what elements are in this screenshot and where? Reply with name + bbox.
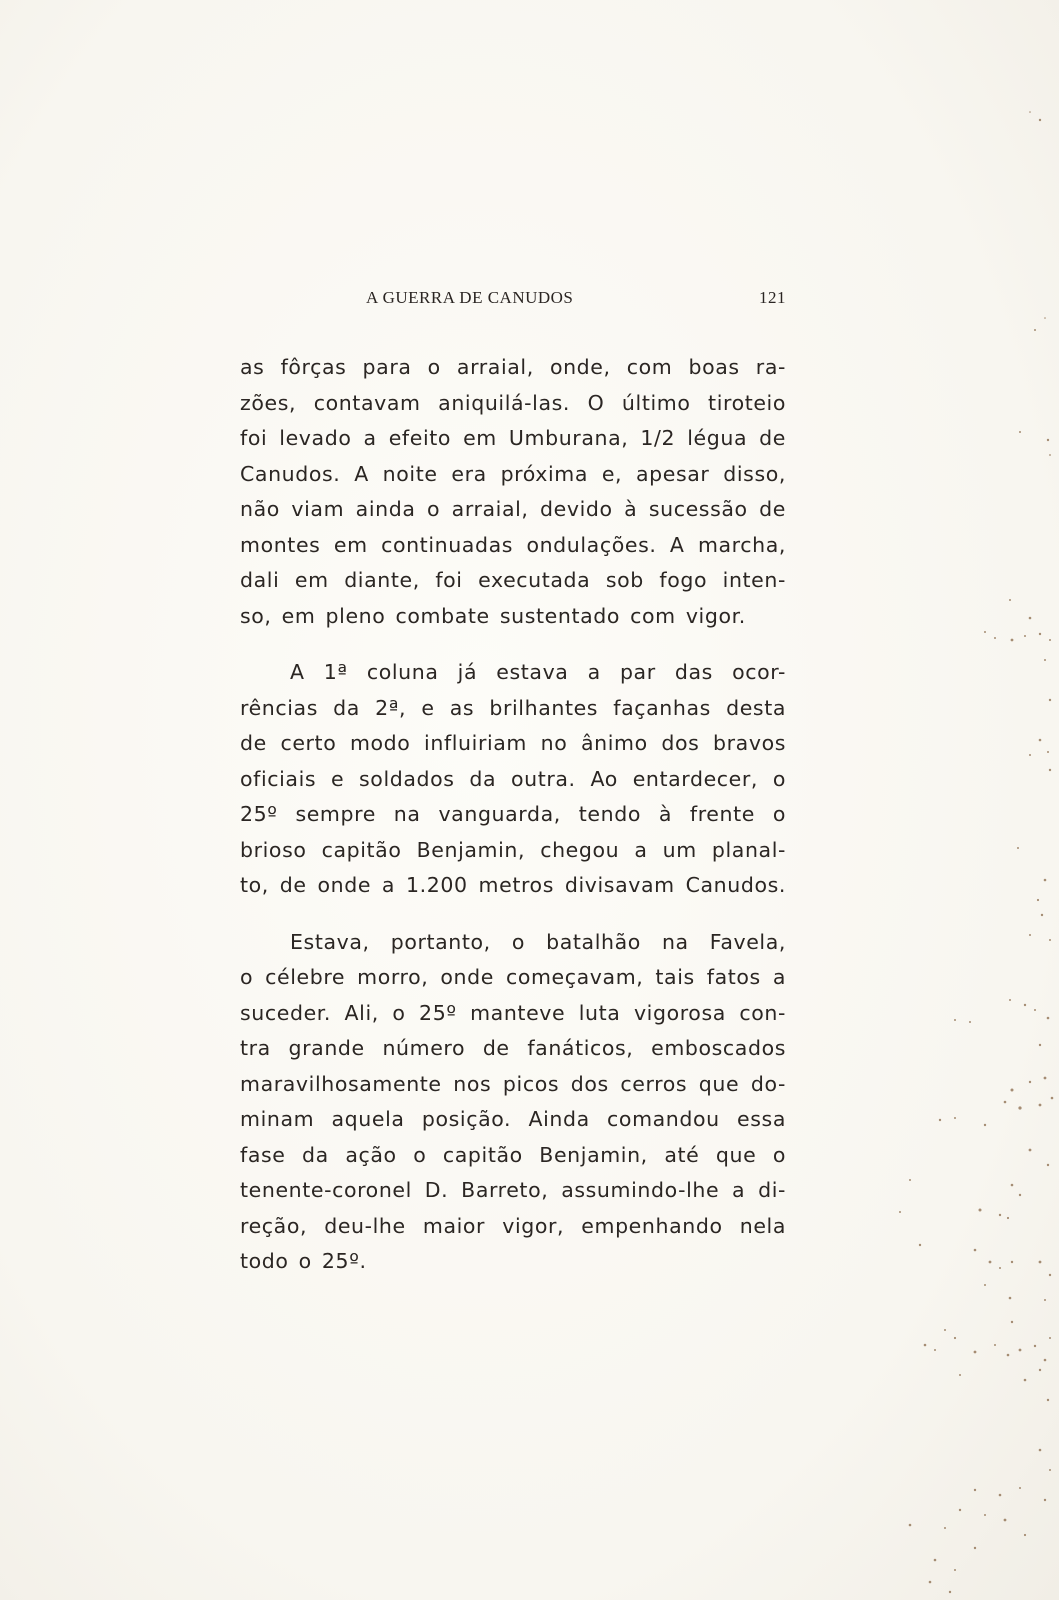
text-line: oficiais e soldados da outra. Ao entardecer, o (240, 766, 786, 791)
paragraph-2 (240, 655, 786, 904)
text-line: 25º sempre na vanguarda, tendo à frente o (240, 802, 786, 826)
page-number: 121 (759, 288, 786, 307)
text-line: brioso capitão Benjamin, chegou a um planal- (240, 837, 786, 862)
text-line: so, em pleno combate sustentado com vigor. (240, 603, 746, 628)
text-line: maravilhosamente nos picos dos cerros que do- (240, 1071, 786, 1096)
text-line: todo o 25º. (240, 1249, 367, 1273)
text-line: Canudos. A noite era próxima e, apesar disso, (240, 461, 786, 486)
running-head (240, 288, 786, 312)
text-line: reção, deu-lhe maior vigor, empenhando nela (240, 1213, 786, 1238)
text-line: as fôrças para o arraial, onde, com boas ra- (240, 355, 786, 379)
text-line: de certo modo influiriam no ânimo dos bravos (240, 731, 786, 755)
text-line: tra grande número de fanáticos, emboscados (240, 1036, 786, 1060)
running-title: A GUERRA DE CANUDOS (366, 288, 574, 307)
text-line: to, de onde a 1.200 metros divisavam Canudos. (240, 873, 786, 897)
text-line: montes em continuadas ondulações. A marcha, (240, 532, 786, 557)
paragraph-3 (240, 925, 786, 1280)
text-line: Estava, portanto, o batalhão na Favela, (290, 929, 786, 954)
text-line: suceder. Ali, o 25º manteve luta vigorosa con- (240, 1000, 786, 1025)
paragraph-1 (240, 350, 786, 634)
text-line: rências da 2ª, e as brilhantes façanhas desta (240, 695, 786, 720)
text-line: minam aquela posição. Ainda comandou essa (240, 1107, 786, 1131)
text-line: tenente-coronel D. Barreto, assumindo-lhe a di- (240, 1178, 786, 1202)
text-line: dali em diante, foi executada sob fogo inten- (240, 568, 786, 592)
text-line: zões, contavam aniquilá-las. O último tiroteio (240, 390, 786, 415)
text-line: fase da ação o capitão Benjamin, até que o (240, 1142, 786, 1167)
text-line: foi levado a efeito em Umburana, 1/2 légua de (240, 426, 786, 450)
text-line: o célebre morro, onde começavam, tais fatos a (240, 965, 786, 989)
text-line: A 1ª coluna já estava a par das ocor- (290, 660, 786, 684)
text-line: não viam ainda o arraial, devido à sucessão de (240, 497, 786, 521)
body-text (240, 350, 786, 1280)
